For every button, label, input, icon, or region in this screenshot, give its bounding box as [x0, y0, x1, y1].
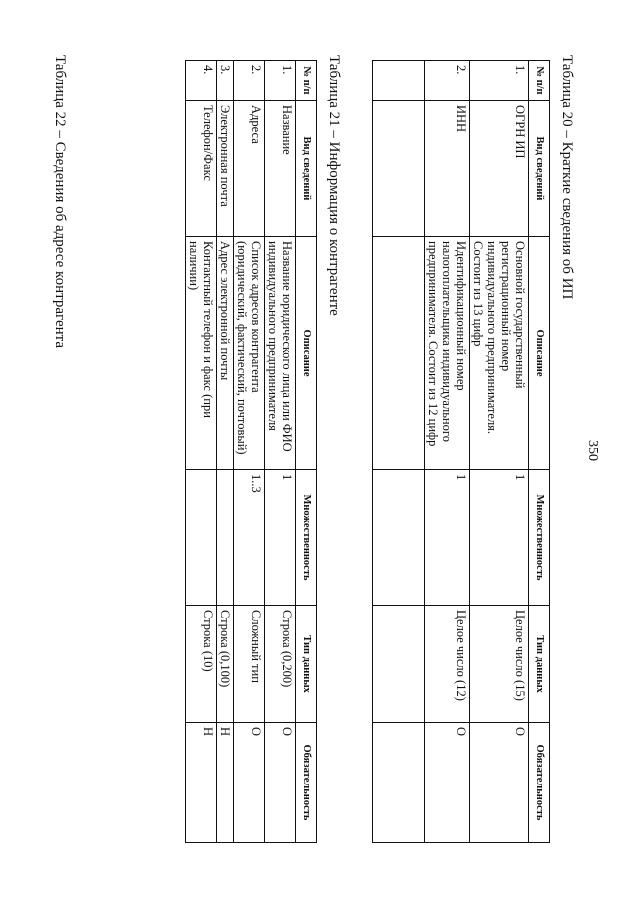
table-row: [234, 61, 265, 843]
header-multiplicity: Множественность: [296, 470, 317, 606]
cell-data-type: Строка (10): [186, 606, 217, 723]
table-header-row: [529, 61, 550, 843]
cell-number: 1.: [265, 61, 296, 101]
cell-multiplicity: [186, 470, 217, 606]
table-20: [372, 60, 550, 843]
table-row: [470, 61, 529, 843]
cell-required: О: [265, 723, 296, 843]
cell-number: 3.: [217, 61, 234, 101]
cell-data-type: Целое число (12): [425, 606, 470, 723]
table-row: [186, 61, 217, 843]
table-20-caption: Таблица 20 – Краткие сведения об ИП: [559, 55, 575, 300]
header-multiplicity: Множественность: [529, 470, 550, 606]
cell-description: Контактный телефон и факс (при наличии): [186, 237, 217, 470]
cell-required: О: [425, 723, 470, 843]
header-description: Описание: [529, 237, 550, 470]
table-21: [185, 60, 317, 843]
cell-number: 2.: [425, 61, 470, 101]
cell-kind: Телефон/Факс: [186, 101, 217, 237]
cell-multiplicity: [373, 470, 425, 606]
header-description: Описание: [296, 237, 317, 470]
table-21-caption: Таблица 21 – Информация о контрагенте: [326, 55, 342, 316]
header-kind: Вид сведений: [529, 101, 550, 237]
cell-kind: ИНН: [425, 101, 470, 237]
cell-description: [373, 237, 425, 470]
cell-data-type: Целое число (15): [470, 606, 529, 723]
cell-number: 2.: [234, 61, 265, 101]
cell-description: Адрес электронной почты: [217, 237, 234, 470]
header-data-type: Тип данных: [529, 606, 550, 723]
table-row-empty: [373, 61, 425, 843]
cell-multiplicity: 1..3: [234, 470, 265, 606]
cell-multiplicity: 1: [470, 470, 529, 606]
cell-kind: ОГРН ИП: [470, 101, 529, 237]
cell-data-type: Сложный тип: [234, 606, 265, 723]
cell-number: [373, 61, 425, 101]
table-22-caption: Таблица 22 – Сведения об адресе контрагента: [52, 55, 68, 349]
cell-number: 4.: [186, 61, 217, 101]
header-number: № п/п: [529, 61, 550, 101]
cell-required: [373, 723, 425, 843]
cell-required: О: [470, 723, 529, 843]
header-required: Обязательность: [296, 723, 317, 843]
cell-required: Н: [217, 723, 234, 843]
cell-required: О: [234, 723, 265, 843]
header-required: Обязательность: [529, 723, 550, 843]
cell-number: 1.: [470, 61, 529, 101]
page-number: 350: [585, 440, 600, 461]
cell-kind: Электронная почта: [217, 101, 234, 237]
table-row: [425, 61, 470, 843]
cell-data-type: [373, 606, 425, 723]
cell-kind: Адреса: [234, 101, 265, 237]
cell-multiplicity: [217, 470, 234, 606]
table-row: [265, 61, 296, 843]
table-header-row: [296, 61, 317, 843]
cell-kind: Название: [265, 101, 296, 237]
header-number: № п/п: [296, 61, 317, 101]
cell-description: Основной государственный регистрационный номер индивидуального предпринимателя. Состоит из 13 цифр: [470, 237, 529, 470]
cell-multiplicity: 1: [425, 470, 470, 606]
cell-kind: [373, 101, 425, 237]
cell-required: Н: [186, 723, 217, 843]
cell-description: Список адресов контрагента (юридический, фактический, почтовый): [234, 237, 265, 470]
cell-data-type: Строка (0,100): [217, 606, 234, 723]
header-kind: Вид сведений: [296, 101, 317, 237]
cell-multiplicity: 1: [265, 470, 296, 606]
cell-description: Идентификационный номер налогоплательщика индивидуального предпринимателя. Состоит из 12 цифр: [425, 237, 470, 470]
header-data-type: Тип данных: [296, 606, 317, 723]
cell-description: Название юридического лица или ФИО индивидуального предпринимателя: [265, 237, 296, 470]
cell-data-type: Строка (0,200): [265, 606, 296, 723]
table-row: [217, 61, 234, 843]
